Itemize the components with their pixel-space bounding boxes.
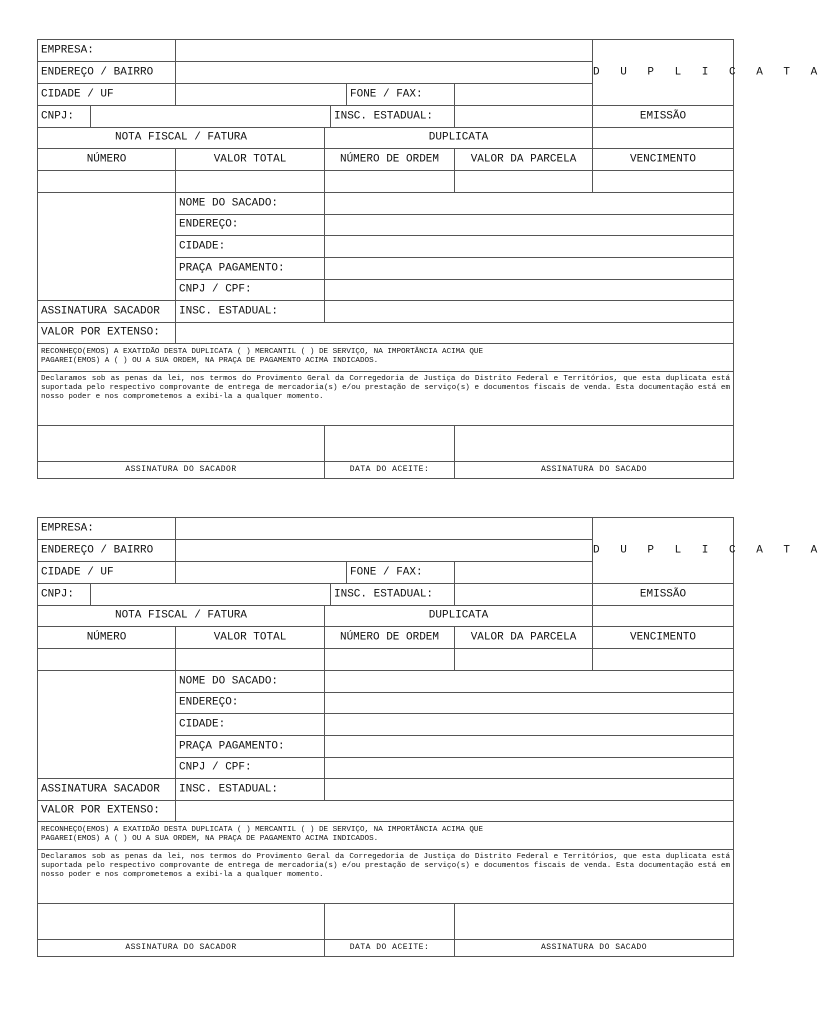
emissao-field[interactable] (592, 605, 734, 627)
cidade-uf-field[interactable] (175, 83, 347, 106)
praca-pagamento-label-cell (175, 735, 325, 758)
nome-sacado-field[interactable] (324, 670, 734, 693)
endereco-label-cell (175, 692, 325, 714)
assinatura-sacado-field[interactable] (454, 903, 734, 940)
reconheco-declaration (37, 343, 734, 372)
empresa-label: EMPRESA: (41, 522, 94, 534)
endereco-bairro-field[interactable] (175, 539, 593, 562)
insc-estadual2-label-cell (175, 778, 325, 801)
reconheco-line1: RECONHEÇO(EMOS) A EXATIDÃO DESTA DUPLICATA ( ) MERCANTIL ( ) DE SERVIÇO, NA IMPORTÂNCIA ACIMA QUE (41, 826, 484, 834)
assinatura-do-sacado-cell (454, 461, 734, 479)
cnpj-cpf-label: CNPJ / CPF: (179, 761, 252, 774)
cidade-label: CIDADE: (179, 718, 226, 730)
assinatura-sacador-box[interactable] (37, 670, 176, 779)
valor-extenso-label-cell (37, 322, 176, 344)
insc-estadual-label-cell (330, 583, 455, 606)
insc-estadual2-label: INSC. ESTADUAL: (179, 783, 279, 795)
valor-parcela-header (454, 626, 593, 649)
duplicata-title: D U P L I C A T A (593, 544, 824, 556)
fone-fax-label-cell (346, 83, 455, 106)
cidade-uf-label: CIDADE / UF (41, 566, 114, 578)
vencimento-field[interactable] (592, 170, 734, 193)
reconheco-line2: PAGAREI(EMOS) A ( ) OU A SUA ORDEM, NA PRAÇA DE PAGAMENTO ACIMA INDICADOS. (41, 835, 379, 844)
cidade-field[interactable] (324, 713, 734, 736)
numero-label: NÚMERO (86, 153, 127, 165)
cnpj-cpf-label: CNPJ / CPF: (179, 283, 252, 296)
valor-extenso-field[interactable] (175, 800, 734, 822)
valor-total-label: VALOR TOTAL (213, 631, 287, 643)
numero-field[interactable] (37, 170, 176, 193)
assinatura-sacador-label: ASSINATURA SACADOR (41, 305, 160, 317)
nome-sacado-label-cell (175, 192, 325, 215)
cnpj-cpf-field[interactable] (324, 279, 734, 301)
praca-pagamento-label: PRAÇA PAGAMENTO: (179, 262, 285, 274)
data-aceite-cell (324, 461, 455, 479)
cnpj-label: CNPJ: (41, 110, 75, 122)
assinatura-sacado-field[interactable] (454, 425, 734, 462)
insc-estadual2-label-cell (175, 300, 325, 323)
cnpj-cpf-label-cell (175, 757, 325, 779)
assinatura-sacador-label-cell (37, 300, 176, 323)
insc-estadual-field[interactable] (454, 105, 593, 128)
nome-sacado-field[interactable] (324, 192, 734, 215)
declaramos-text: Declaramos sob as penas da lei, nos termos do Provimento Geral da Corregedoria de Justiça do Distrito Federal e Territórios, que esta duplicata está suportada pelo respectivo comprovante de entrega de mercadoria(s) e/ou prestação de serviço(s) e documentos fiscais de venda. Esta documentação está em nosso poder e nos comprometemos a exibi-la a qualquer momento. (41, 375, 730, 402)
nota-fiscal-fatura-header (37, 127, 325, 149)
empresa-field[interactable] (175, 517, 593, 540)
endereco-label-cell (175, 214, 325, 236)
numero-ordem-label: NÚMERO DE ORDEM (339, 631, 440, 643)
declaramos-statement (37, 849, 734, 904)
endereco-field[interactable] (324, 214, 734, 236)
vencimento-label: VENCIMENTO (629, 631, 696, 643)
endereco-bairro-label-cell (37, 539, 176, 562)
cidade-uf-label-cell (37, 561, 176, 584)
cnpj-label: CNPJ: (41, 588, 75, 600)
duplicata-label: DUPLICATA (428, 609, 489, 622)
insc-estadual2-field[interactable] (324, 778, 734, 801)
vencimento-field[interactable] (592, 648, 734, 671)
endereco-bairro-label: ENDEREÇO / BAIRRO (41, 66, 154, 78)
assinatura-sacador-field[interactable] (37, 903, 325, 940)
assinatura-do-sacador-cell (37, 939, 325, 957)
duplicata-header (324, 127, 593, 149)
emissao-label: EMISSÃO (639, 588, 687, 600)
insc-estadual-label: INSC. ESTADUAL: (334, 588, 434, 600)
endereco-bairro-field[interactable] (175, 61, 593, 84)
duplicata-title: D U P L I C A T A (593, 66, 824, 78)
assinatura-sacador-label: ASSINATURA SACADOR (41, 783, 160, 795)
data-aceite-field[interactable] (324, 425, 455, 462)
valor-parcela-field[interactable] (454, 648, 593, 671)
numero-ordem-field[interactable] (324, 648, 455, 671)
insc-estadual-label: INSC. ESTADUAL: (334, 110, 434, 122)
numero-ordem-label: NÚMERO DE ORDEM (339, 153, 440, 165)
assinatura-do-sacador-cell (37, 461, 325, 479)
insc-estadual2-field[interactable] (324, 300, 734, 323)
cnpj-label-cell (37, 105, 91, 128)
cidade-label-cell (175, 713, 325, 736)
fone-fax-field[interactable] (454, 83, 593, 106)
assinatura-do-sacador-label: ASSINATURA DO SACADOR (125, 943, 237, 952)
empresa-field[interactable] (175, 39, 593, 62)
reconheco-line1: RECONHEÇO(EMOS) A EXATIDÃO DESTA DUPLICATA ( ) MERCANTIL ( ) DE SERVIÇO, NA IMPORTÂNCIA ACIMA QUE (41, 348, 484, 356)
nota-fiscal-fatura-label: NOTA FISCAL / FATURA (114, 609, 248, 622)
data-aceite-field[interactable] (324, 903, 455, 940)
assinatura-do-sacado-label: ASSINATURA DO SACADO (540, 465, 647, 474)
valor-total-field[interactable] (175, 170, 325, 193)
insc-estadual-label-cell (330, 105, 455, 128)
valor-parcela-label: VALOR DA PARCELA (470, 153, 577, 165)
emissao-label-cell (592, 583, 734, 606)
valor-extenso-label: VALOR POR EXTENSO: (41, 326, 160, 339)
numero-header (37, 148, 176, 171)
duplicata-title-cell (592, 517, 824, 584)
emissao-label-cell (592, 105, 734, 128)
valor-total-field[interactable] (175, 648, 325, 671)
praca-pagamento-label-cell (175, 257, 325, 280)
valor-total-header (175, 626, 325, 649)
cnpj-cpf-label-cell (175, 279, 325, 301)
vencimento-header (592, 626, 734, 649)
insc-estadual-field[interactable] (454, 583, 593, 606)
assinatura-sacador-field[interactable] (37, 425, 325, 462)
praca-pagamento-field[interactable] (324, 735, 734, 758)
empresa-label-cell (37, 39, 176, 62)
fone-fax-label-cell (346, 561, 455, 584)
numero-header (37, 626, 176, 649)
nota-fiscal-fatura-label: NOTA FISCAL / FATURA (114, 131, 248, 144)
data-aceite-label: DATA DO ACEITE: (349, 943, 430, 952)
data-aceite-label: DATA DO ACEITE: (349, 465, 430, 474)
endereco-bairro-label: ENDEREÇO / BAIRRO (41, 544, 154, 556)
fone-fax-label: FONE / FAX: (350, 88, 423, 100)
cidade-field[interactable] (324, 235, 734, 258)
assinatura-do-sacado-cell (454, 939, 734, 957)
endereco-field[interactable] (324, 692, 734, 714)
cidade-label-cell (175, 235, 325, 258)
valor-extenso-label: VALOR POR EXTENSO: (41, 804, 160, 817)
duplicata-title-cell (592, 39, 824, 106)
empresa-label-cell (37, 517, 176, 540)
valor-parcela-header (454, 148, 593, 171)
valor-total-label: VALOR TOTAL (213, 153, 287, 165)
fone-fax-label: FONE / FAX: (350, 566, 423, 578)
numero-ordem-header (324, 626, 455, 649)
assinatura-do-sacador-label: ASSINATURA DO SACADOR (125, 465, 237, 474)
insc-estadual2-label: INSC. ESTADUAL: (179, 305, 279, 317)
assinatura-do-sacado-label: ASSINATURA DO SACADO (540, 943, 647, 952)
valor-extenso-field[interactable] (175, 322, 734, 344)
cnpj-label-cell (37, 583, 91, 606)
cnpj-field[interactable] (90, 105, 331, 128)
praca-pagamento-label: PRAÇA PAGAMENTO: (179, 740, 285, 752)
declaramos-statement (37, 371, 734, 426)
nome-sacado-label: NOME DO SACADO: (179, 197, 279, 209)
numero-label: NÚMERO (86, 631, 127, 643)
numero-field[interactable] (37, 648, 176, 671)
fone-fax-field[interactable] (454, 561, 593, 584)
valor-total-header (175, 148, 325, 171)
assinatura-sacador-box[interactable] (37, 192, 176, 301)
valor-parcela-label: VALOR DA PARCELA (470, 631, 577, 643)
valor-parcela-field[interactable] (454, 170, 593, 193)
endereco-bairro-label-cell (37, 61, 176, 84)
emissao-label: EMISSÃO (639, 110, 687, 122)
duplicata-label: DUPLICATA (428, 131, 489, 144)
valor-extenso-label-cell (37, 800, 176, 822)
nome-sacado-label: NOME DO SACADO: (179, 675, 279, 687)
praca-pagamento-field[interactable] (324, 257, 734, 280)
cidade-label: CIDADE: (179, 240, 226, 252)
empresa-label: EMPRESA: (41, 44, 94, 56)
cidade-uf-field[interactable] (175, 561, 347, 584)
data-aceite-cell (324, 939, 455, 957)
vencimento-label: VENCIMENTO (629, 153, 696, 165)
nota-fiscal-fatura-header (37, 605, 325, 627)
nome-sacado-label-cell (175, 670, 325, 693)
endereco-label: ENDEREÇO: (179, 218, 239, 231)
cidade-uf-label-cell (37, 83, 176, 106)
reconheco-declaration (37, 821, 734, 850)
endereco-label: ENDEREÇO: (179, 696, 239, 709)
assinatura-sacador-label-cell (37, 778, 176, 801)
vencimento-header (592, 148, 734, 171)
emissao-field[interactable] (592, 127, 734, 149)
numero-ordem-header (324, 148, 455, 171)
cnpj-field[interactable] (90, 583, 331, 606)
duplicata-header (324, 605, 593, 627)
cnpj-cpf-field[interactable] (324, 757, 734, 779)
numero-ordem-field[interactable] (324, 170, 455, 193)
declaramos-text: Declaramos sob as penas da lei, nos termos do Provimento Geral da Corregedoria de Justiça do Distrito Federal e Territórios, que esta duplicata está suportada pelo respectivo comprovante de entrega de mercadoria(s) e/ou prestação de serviço(s) e documentos fiscais de venda. Esta documentação está em nosso poder e nos comprometemos a exibi-la a qualquer momento. (41, 853, 730, 880)
cidade-uf-label: CIDADE / UF (41, 88, 114, 100)
reconheco-line2: PAGAREI(EMOS) A ( ) OU A SUA ORDEM, NA PRAÇA DE PAGAMENTO ACIMA INDICADOS. (41, 357, 379, 366)
